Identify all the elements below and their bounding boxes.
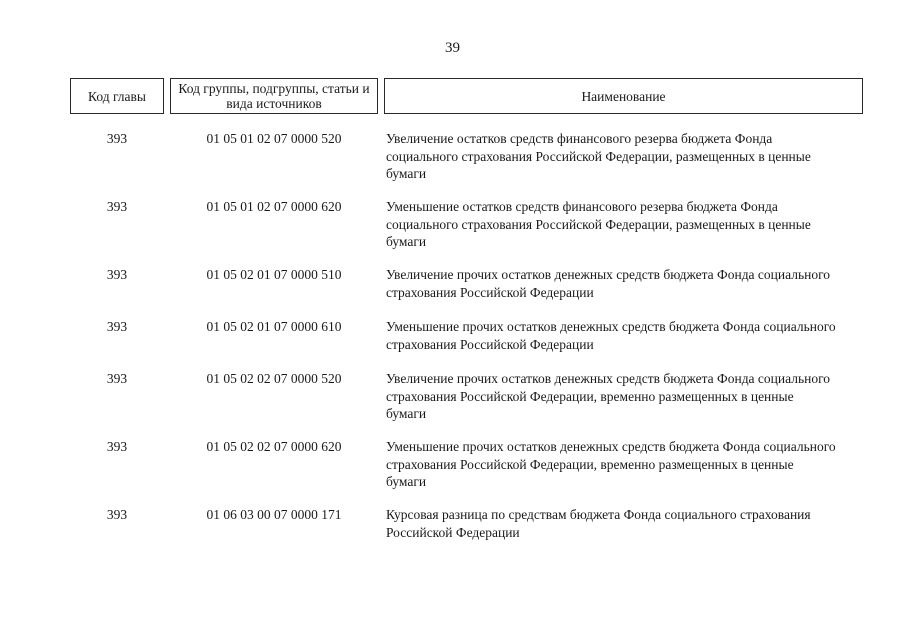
table-row (70, 370, 863, 438)
header-name: Наименование (384, 78, 863, 114)
name-cell: Уменьшение прочих остатков денежных средств бюджета Фонда социального страхования Российской Федерации (386, 319, 836, 352)
name-cell: Увеличение прочих остатков денежных средств бюджета Фонда социального страхования Российской Федерации (386, 267, 831, 300)
chapter-code-cell: 393 (106, 319, 128, 334)
table-row (70, 130, 863, 198)
table-row (70, 438, 863, 506)
source-code-cell: 01 05 01 02 07 0000 620 (206, 199, 342, 214)
header-group-code: Код группы, подгруппы, статьи и вида источников (170, 78, 378, 114)
table-header (70, 78, 863, 114)
chapter-code-cell: 393 (106, 371, 128, 386)
table-row (70, 506, 863, 558)
chapter-code-cell: 393 (106, 507, 128, 522)
chapter-code-cell: 393 (106, 267, 128, 282)
chapter-code-cell: 393 (106, 131, 128, 146)
page-number: 39 (445, 40, 460, 56)
table-row (70, 198, 863, 266)
table-row (70, 266, 863, 318)
source-code-cell: 01 05 02 02 07 0000 520 (206, 371, 342, 386)
name-cell: Увеличение остатков средств финансового резерва бюджета Фонда социального страхования Российской Федерации, размещенных в ценные бумаги (386, 131, 811, 181)
name-cell: Уменьшение прочих остатков денежных средств бюджета Фонда социального страхования Российской Федерации, временно размещенных в ценные бумаги (386, 439, 836, 489)
source-code-cell: 01 05 02 01 07 0000 610 (206, 319, 342, 334)
table-body (70, 130, 863, 558)
header-chapter-code: Код главы (70, 78, 164, 114)
chapter-code-cell: 393 (106, 199, 128, 214)
source-code-cell: 01 05 01 02 07 0000 520 (206, 131, 342, 146)
source-code-cell: 01 05 02 01 07 0000 510 (206, 267, 342, 282)
source-code-cell: 01 05 02 02 07 0000 620 (206, 439, 342, 454)
table-row (70, 318, 863, 370)
source-code-cell: 01 06 03 00 07 0000 171 (206, 507, 342, 522)
chapter-code-cell: 393 (106, 439, 128, 454)
name-cell: Увеличение прочих остатков денежных средств бюджета Фонда социального страхования Российской Федерации, временно размещенных в ценные бумаги (386, 371, 831, 421)
name-cell: Курсовая разница по средствам бюджета Фонда социального страхования Российской Федерации (386, 507, 811, 540)
name-cell: Уменьшение остатков средств финансового резерва бюджета Фонда социального страхования Российской Федерации, размещенных в ценные бумаги (386, 199, 811, 249)
